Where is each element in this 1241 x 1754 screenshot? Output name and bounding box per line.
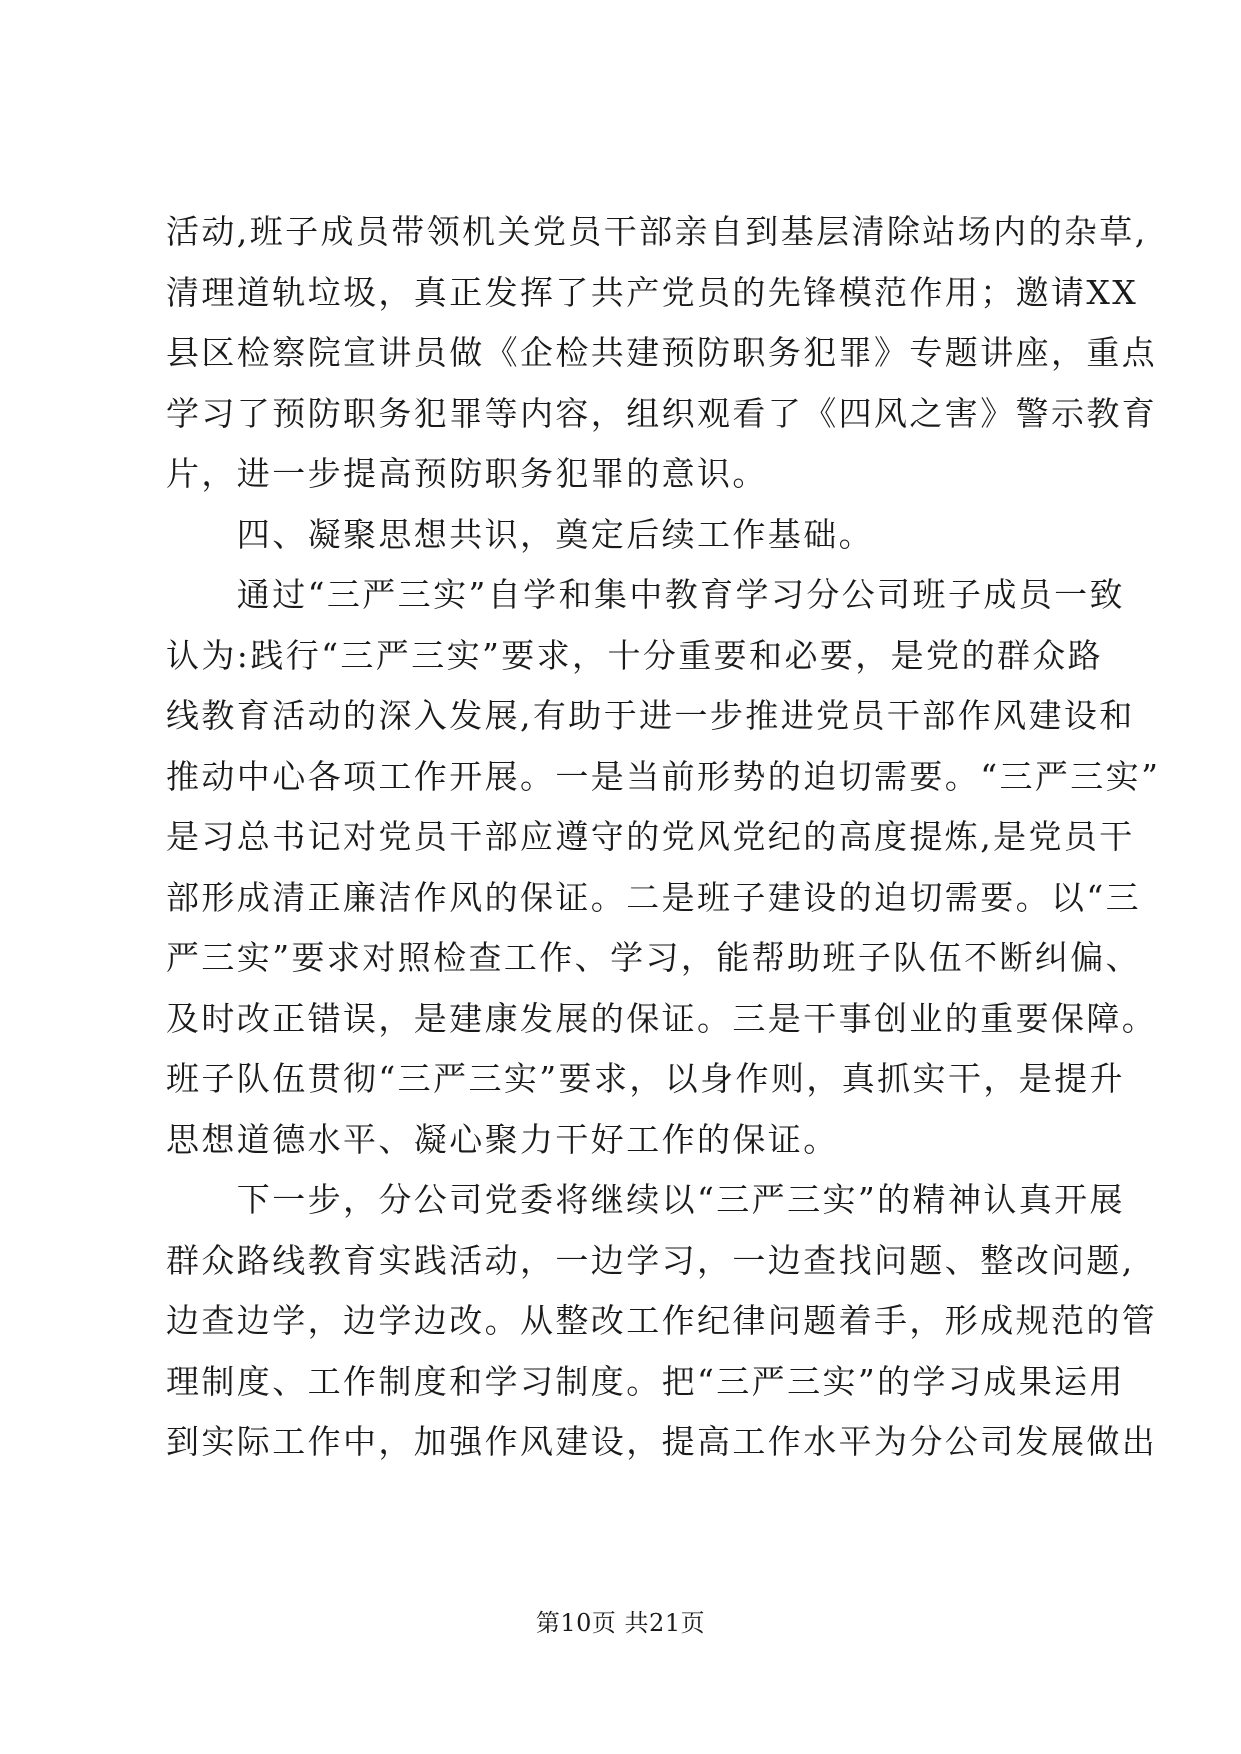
text-line: 到实际工作中，加强作风建设，提高工作水平为分公司发展做出 xyxy=(166,1422,1158,1461)
text-line: 下一步，分公司党委将继续以“三严三实”的精神认真开展 xyxy=(166,1180,1125,1219)
text-line: 推动中心各项工作开展。一是当前形势的迫切需要。“三严三实” xyxy=(166,756,1161,796)
text-line: 理制度、工作制度和学习制度。把“三严三实”的学习成果运用 xyxy=(166,1361,1125,1401)
text-line: 及时改正错误，是建康发展的保证。三是干事创业的重要保障。 xyxy=(166,998,1158,1038)
section-heading: 四、凝聚思想共识，奠定后续工作基础。 xyxy=(166,514,874,554)
text-line: 思想道德水平、凝心聚力干好工作的保证。 xyxy=(166,1119,839,1159)
text-line: 活动,班子成员带领机关党员干部亲自到基层清除站场内的杂草, xyxy=(166,212,1148,251)
text-line: 部形成清正廉洁作风的保证。二是班子建设的迫切需要。以“三 xyxy=(166,877,1142,917)
text-line: 县区检察院宣讲员做《企检共建预防职务犯罪》专题讲座，重点 xyxy=(166,333,1158,372)
text-line: 清理道轨垃圾，真正发挥了共产党员的先锋模范作用；邀请XX xyxy=(166,272,1139,312)
text-line: 班子队伍贯彻“三严三实”要求，以身作则，真抓实干，是提升 xyxy=(166,1059,1125,1098)
page-number-footer: 第10页 共21页 xyxy=(535,1609,706,1637)
text-line: 片，进一步提高预防职务犯罪的意识。 xyxy=(166,454,768,493)
text-line: 学习了预防职务犯罪等内容，组织观看了《四风之害》警示教育 xyxy=(166,393,1158,433)
text-line: 线教育活动的深入发展,有助于进一步推进党员干部作风建设和 xyxy=(166,696,1135,735)
text-line: 边查边学，边学边改。从整改工作纪律问题着手，形成规范的管 xyxy=(166,1301,1158,1340)
text-line: 认为:践行“三严三实”要求，十分重要和必要，是党的群众路 xyxy=(166,635,1104,675)
body-text xyxy=(166,202,1161,1473)
text-line: 群众路线教育实践活动，一边学习，一边查找问题、整改问题, xyxy=(166,1240,1135,1280)
text-line: 通过“三严三实”自学和集中教育学习分公司班子成员一致 xyxy=(166,575,1125,614)
text-line: 严三实”要求对照检查工作、学习，能帮助班子队伍不断纠偏、 xyxy=(166,938,1142,977)
text-line: 是习总书记对党员干部应遵守的党风党纪的高度提炼,是党员干 xyxy=(166,817,1135,856)
